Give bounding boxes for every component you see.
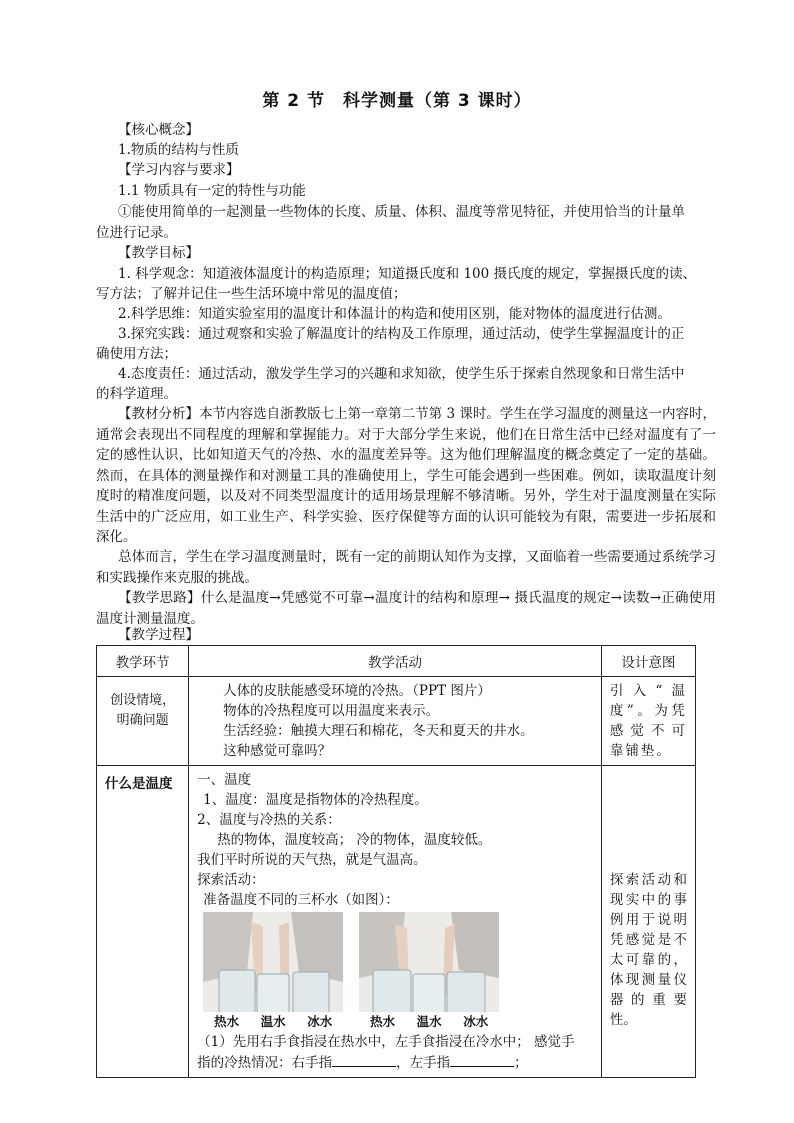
step-1-fill-line: 指的冷热情况：右手指 ，左手指 ； [197,1052,595,1073]
photo-caption: 热水 温水 冰水 [359,1014,499,1030]
approach-paragraph [96,588,716,629]
activity-cell: 人体的皮肤能感受环境的冷热。（PPT 图片） 物体的冷热程度可以用温度来表示。 生活经验：触摸大理石和棉花，冬天和夏天的井水。 这种感觉可靠吗？ [189,677,602,766]
goal-line: 3.探究实践：通过观察和实验了解温度计的结构及工作原理，通过活动，使学生掌握温度计的正 [118,326,685,342]
requirement-line-1: ①能使用简单的一起测量一些物体的长度、质量、体积、温度等常见特征，并使用恰当的计量单 [118,204,685,220]
analysis-label: 【教材分析】 [118,406,200,422]
approach-text: 什么是温度→凭感觉不可靠→温度计的结构和原理→ 摄氏温度的规定→读数→正确使用温度计测量温度。 [96,590,716,627]
photo-caption: 热水 温水 冰水 [203,1014,343,1030]
stage-cell: 创设情境，明确问题 [97,677,189,766]
table-row [97,766,696,1078]
answer-blank[interactable] [332,1052,396,1067]
goals-heading: 【教学目标】 [118,245,199,261]
goal-line: 2.科学思维：知道实验室用的温度计和体温计的构造和使用区别，能对物体的温度进行估测。 [118,306,671,322]
stage-cell: 什么是温度 [97,766,189,1078]
analysis-summary: 总体而言，学生在学习温度测量时，既有一定的前期认知作为支撑，又面临着一些需要通过系统学习和实践操作来克服的挑战。 [96,549,716,586]
goal-line: 1. 科学观念：知道液体温度计的构造原理；知道摄氏度和 100 摄氏度的规定，掌握摄氏度的读、 [118,266,697,282]
core-heading: 【核心概念】 [118,122,199,138]
table-header-row [97,646,696,677]
header-activity: 教学活动 [189,646,602,677]
activity-cell: 一、温度 1、温度：温度是指物体的冷热程度。 2、温度与冷热的关系： 热的物体，温度较高； 冷的物体，温度较低。 我们平时所说的天气热，就是气温高。 探索活动： 准备温度不同的三杯水（如图）： 热水 温水 冰水 热水 温水 冰水 （1）先用右手食指浸在热水中，左手食指浸在冷水中； 感觉手 指的冷热情况：右手指 ，左手指 ； [189,766,602,1078]
experiment-photos [203,912,595,1030]
header-stage: 教学环节 [97,646,189,677]
content-heading: 【学习内容与要求】 [118,162,240,178]
goal-line: 确使用方法； [96,346,177,362]
goal-line: 写方法；了解并记住一些生活环境中常见的温度值； [96,286,407,302]
teaching-process-table [96,645,696,1078]
table-row [97,677,696,766]
header-intent: 设计意图 [601,646,695,677]
goal-line: 的科学道理。 [96,386,177,402]
requirement-line-2: 位进行记录。 [96,225,177,241]
process-heading: 【教学过程】 [118,627,199,643]
experiment-photo [203,912,343,1030]
intent-cell: 引入“温度”。为凭感觉不可靠铺垫。 [601,677,695,766]
goal-line: 4.态度责任：通过活动，激发学生学习的兴趣和求知欲，使学生乐于探索自然现象和日常生活中 [118,366,685,382]
intent-cell: 探索活动和现实中的事例用于说明凭感觉是不太可靠的，体现测量仪器的重要性。 [601,766,695,1078]
approach-label: 【教学思路】 [118,590,201,606]
analysis-paragraph [96,404,716,548]
analysis-text: 本节内容选自浙教版七上第一章第二节第 3 课时。学生在学习温度的测量这一内容时，通常会表现出不同程度的理解和掌握能力。对于大部分学生来说，他们在日常生活中已经对温度有了一定的感性认识，比如知道天气的冷热、水的温度差异等。这为他们理解温度的概念奠定了一定的基础。然而，在具体的测量操作和对测量工具的准确使用上，学生可能会遇到一些困难。例如，读取温度计刻度时的精准度问题，以及对不同类型温度计的适用场景理解不够清晰。另外，学生对于温度测量在实际生活中的广泛应用，如工业生产、科学实验、医疗保健等方面的认识可能较为有限，需要进一步拓展和深化。 [96,406,717,545]
experiment-photo [359,912,499,1030]
page-title: 第 2 节 科学测量（第 3 课时） [262,91,532,111]
content-item: 1.1 物质具有一定的特性与功能 [118,183,306,199]
answer-blank[interactable] [450,1052,514,1067]
core-item: 1.物质的结构与性质 [118,142,239,158]
